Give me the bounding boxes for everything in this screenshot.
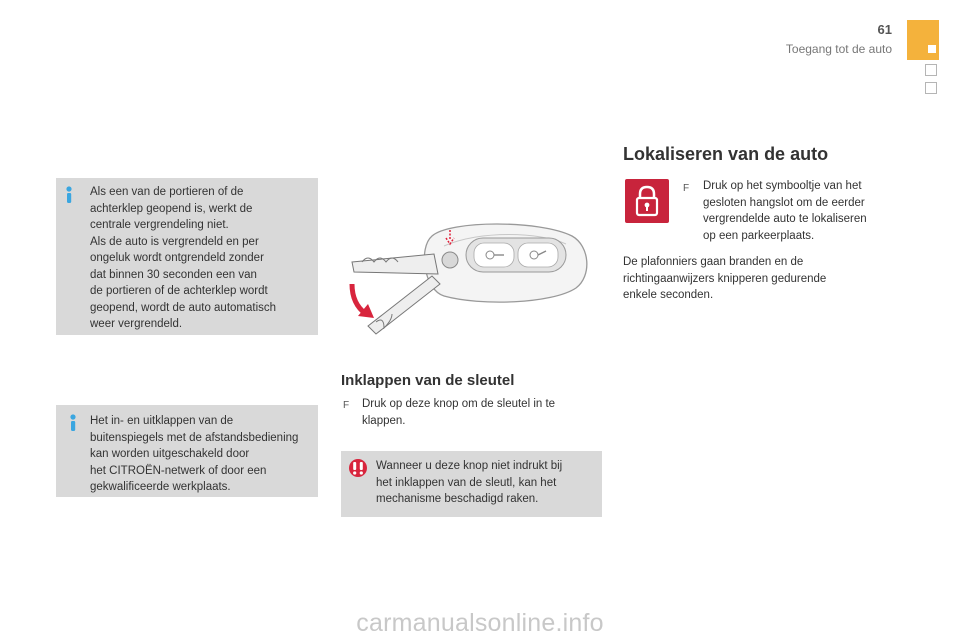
- instruction-text: Druk op het symbooltje van het gesloten hangslot om de eerder vergrendelde auto te lokaliseren op een parkeerplaats.: [703, 180, 867, 242]
- lock-icon: [625, 179, 669, 223]
- info-box: [56, 405, 318, 497]
- info-icon: [66, 414, 80, 432]
- warning-text: Wanneer u deze knop niet indrukt bij het inklappen van de sleutl, kan het mechanisme beschadigd raken.: [376, 460, 563, 505]
- page-number: 61: [877, 22, 892, 37]
- watermark: carmanualsonline.info: [356, 609, 604, 637]
- instruction-text: Druk op deze knop om de sleutel in te klappen.: [362, 398, 556, 427]
- warning-icon: [349, 458, 367, 478]
- info-icon: [62, 186, 76, 204]
- chapter-tab: [925, 82, 937, 94]
- section-heading: Inklappen van de sleutel: [341, 372, 515, 389]
- section-title: Toegang tot de auto: [785, 42, 892, 56]
- info-box: [56, 178, 318, 335]
- description-text: De plafonniers gaan branden en de richtingaanwijzers knipperen gedurende enkele seconden.: [623, 256, 827, 301]
- section-heading: Lokaliseren van de auto: [623, 144, 829, 164]
- info-text: Als een van de portieren of de achterklep geopend is, werkt de centrale vergrendeling niet. Als de auto is vergrendeld en per ongeluk wordt ontgrendeld zonder dat binnen 30 seconden een van de portieren of de achterklep wordt geopend, wordt de auto automatisch weer vergrendeld.: [90, 186, 277, 330]
- info-text: Het in- en uitklappen van de buitenspiegels met de afstandsbediening kan worden uitgeschakeld door het CITROËN-netwerk of door een gekwalificeerde werkplaats.: [90, 415, 299, 493]
- bullet-marker: F: [683, 183, 690, 194]
- folding-key-illustration: [340, 218, 592, 340]
- warning-box: [341, 451, 602, 517]
- bullet-marker: F: [343, 400, 350, 411]
- chapter-tab-active: [907, 20, 939, 60]
- chapter-tab: [925, 64, 937, 76]
